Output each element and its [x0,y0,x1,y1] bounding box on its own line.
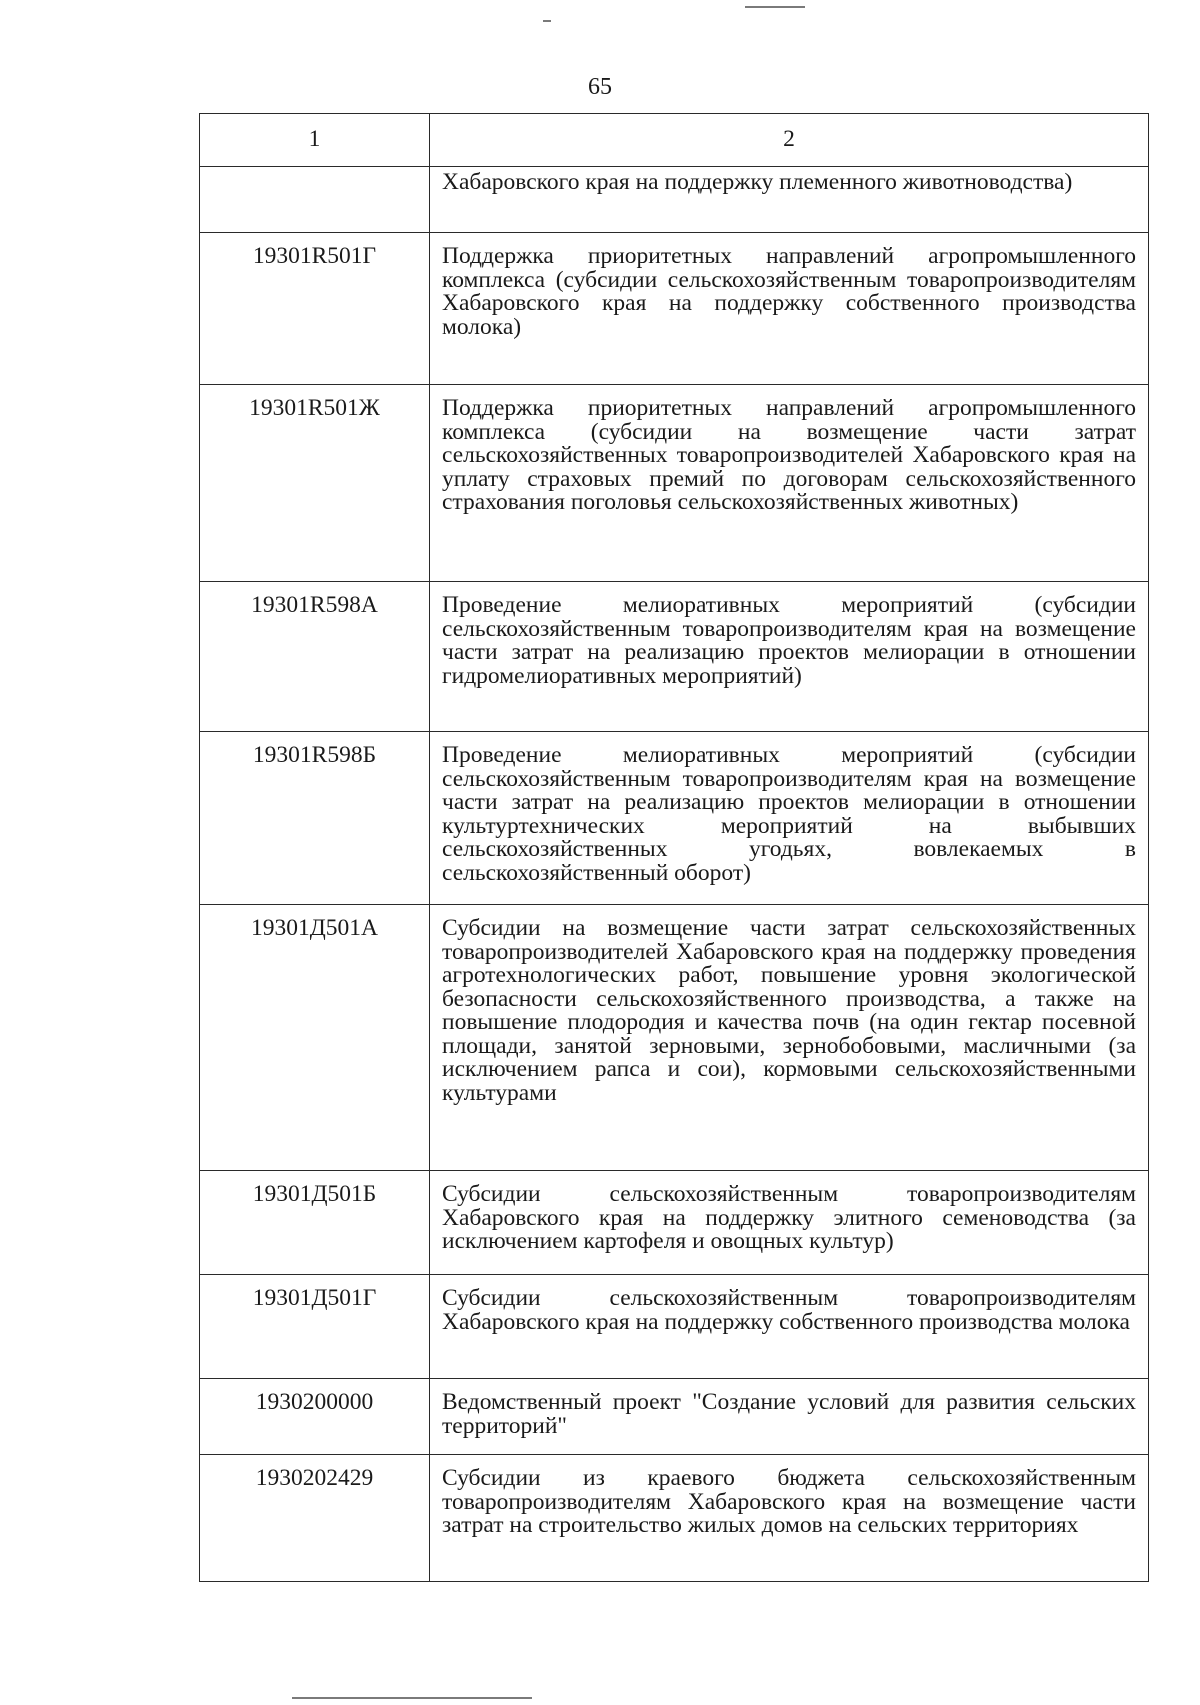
column-header-code: 1 [200,114,430,167]
table-row [200,582,1149,732]
row-description: Хабаровского края на поддержку племенного животноводства) [430,167,1149,233]
scan-mark-top-small [543,20,551,22]
row-description: Субсидии из краевого бюджета сельскохозяйственным товаропроизводителям Хабаровского края на возмещение части затрат на строительство жилых домов на сельских территориях [430,1455,1149,1582]
column-header-description: 2 [430,114,1149,167]
row-code: 19301R501Ж [200,385,430,582]
table-row [200,385,1149,582]
table-row [200,1379,1149,1455]
scan-mark-bottom [292,1697,532,1699]
table-row [200,905,1149,1171]
table-row [200,732,1149,905]
row-description: Ведомственный проект "Создание условий для развития сельских территорий" [430,1379,1149,1455]
row-code [200,167,430,233]
row-description: Субсидии сельскохозяйственным товаропроизводителям Хабаровского края на поддержку элитного семеноводства (за исключением картофеля и овощных культур) [430,1171,1149,1275]
table-row [200,233,1149,385]
row-code: 19301Д501Б [200,1171,430,1275]
row-description: Поддержка приоритетных направлений агропромышленного комплекса (субсидии сельскохозяйственным товаропроизводителям Хабаровского края на поддержку собственного производства молока) [430,233,1149,385]
row-code: 19301R598Б [200,732,430,905]
row-description: Проведение мелиоративных мероприятий (субсидии сельскохозяйственным товаропроизводителям края на возмещение части затрат на реализацию проектов мелиорации в отношении культуртехнических мероприятий на выбывших сельскохозяйственных угодьях, вовлекаемых в сельскохозяйственный оборот) [430,732,1149,905]
row-description: Проведение мелиоративных мероприятий (субсидии сельскохозяйственным товаропроизводителям края на возмещение части затрат на реализацию проектов мелиорации в отношении гидромелиоративных мероприятий) [430,582,1149,732]
table-row [200,1171,1149,1275]
row-description: Субсидии на возмещение части затрат сельскохозяйственных товаропроизводителей Хабаровского края на поддержку проведения агротехнологических работ, повышение уровня экологической безопасности сельскохозяйственного производства, а также на повышение плодородия и качества почв (на один гектар посевной площади, занятой зерновыми, зернобобовыми, масличными (за исключением рапса и сои), кормовыми сельскохозяйственными культурами [430,905,1149,1171]
table-row [200,1455,1149,1582]
row-code: 19301R501Г [200,233,430,385]
row-code: 19301R598А [200,582,430,732]
page-number: 65 [588,74,612,100]
table-header-row [200,114,1149,167]
row-code: 1930202429 [200,1455,430,1582]
table-row [200,167,1149,233]
row-code: 1930200000 [200,1379,430,1455]
row-code: 19301Д501А [200,905,430,1171]
row-description: Поддержка приоритетных направлений агропромышленного комплекса (субсидии на возмещение части затрат сельскохозяйственных товаропроизводителей Хабаровского края на уплату страховых премий по договорам сельскохозяйственного страхования поголовья сельскохозяйственных животных) [430,385,1149,582]
table-row [200,1275,1149,1379]
budget-classification-table [199,113,1148,1582]
row-description: Субсидии сельскохозяйственным товаропроизводителям Хабаровского края на поддержку собственного производства молока [430,1275,1149,1379]
scan-mark-top [745,6,805,8]
row-code: 19301Д501Г [200,1275,430,1379]
